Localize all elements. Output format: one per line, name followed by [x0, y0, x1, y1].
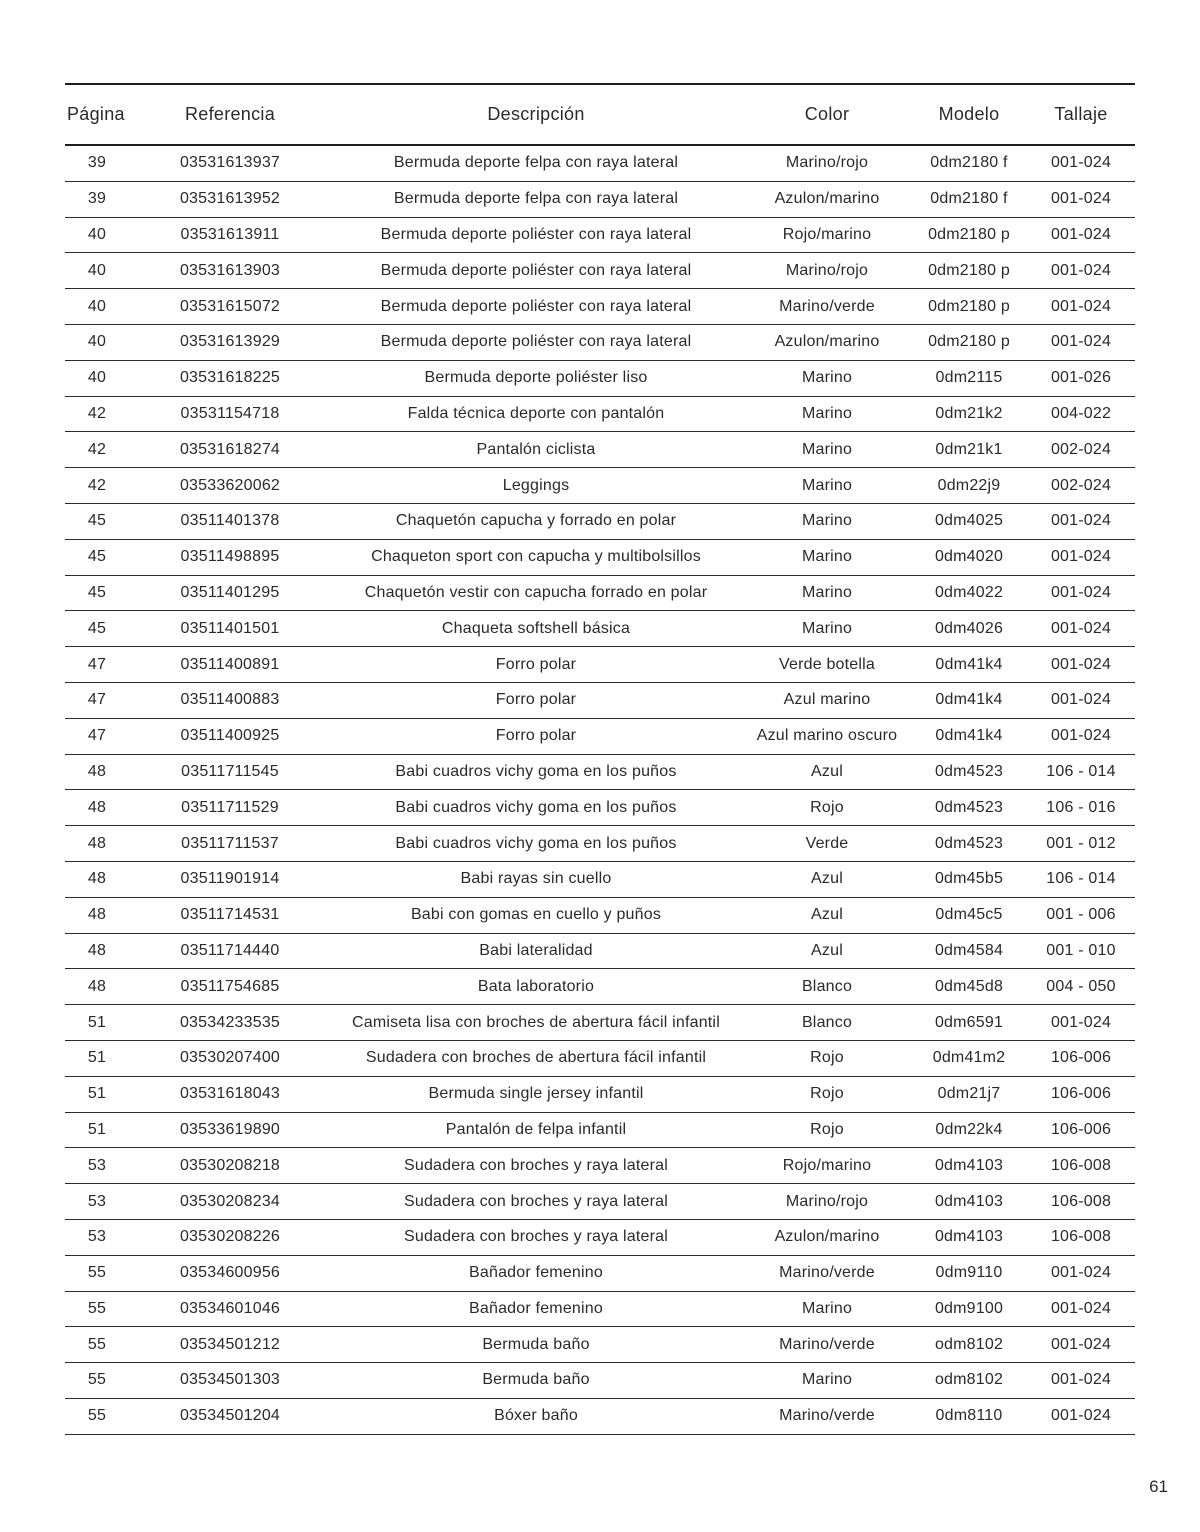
- cell-referencia: 03531613929: [179, 333, 281, 351]
- cell-tallaje: 001-024: [1050, 655, 1112, 673]
- cell-pagina: 51: [87, 1049, 107, 1067]
- cell-tallaje: 106-006: [1050, 1120, 1112, 1138]
- cell-tallaje: 001-024: [1050, 1371, 1112, 1389]
- cell-color: Marino: [801, 548, 853, 566]
- header-descripcion: Descripción: [487, 104, 585, 124]
- cell-descripcion: Camiseta lisa con broches de abertura fácil infantil: [352, 1013, 720, 1031]
- cell-referencia: 03530208226: [179, 1228, 281, 1246]
- cell-pagina: 55: [87, 1299, 107, 1317]
- cell-color: Marino/rojo: [785, 261, 869, 279]
- cell-color: Marino: [801, 369, 853, 387]
- cell-pagina: 48: [87, 798, 107, 816]
- table-row: [65, 1327, 1135, 1363]
- table-row: [65, 1184, 1135, 1220]
- cell-referencia: 03530207400: [179, 1049, 281, 1067]
- cell-tallaje: 001-024: [1050, 548, 1112, 566]
- cell-tallaje: 001-024: [1050, 261, 1112, 279]
- table-row: [65, 790, 1135, 826]
- cell-tallaje: 106-006: [1050, 1085, 1112, 1103]
- cell-modelo: 0dm6591: [934, 1013, 1004, 1031]
- cell-descripcion: Babi rayas sin cuello: [460, 870, 612, 888]
- cell-referencia: 03531615072: [179, 297, 281, 315]
- cell-referencia: 03511754685: [180, 977, 280, 995]
- cell-tallaje: 001-024: [1050, 225, 1112, 243]
- cell-referencia: 03511714531: [180, 906, 280, 924]
- table-row: [65, 611, 1135, 647]
- table-row: [65, 1112, 1135, 1148]
- cell-pagina: 45: [87, 512, 107, 530]
- cell-tallaje: 001-024: [1050, 1335, 1112, 1353]
- table-row: [65, 1255, 1135, 1291]
- table-row: [65, 1148, 1135, 1184]
- table-body: [65, 145, 1135, 1434]
- cell-referencia: 03531618274: [179, 440, 281, 458]
- table-row: [65, 969, 1135, 1005]
- cell-modelo: 0dm21k1: [935, 440, 1003, 458]
- cell-referencia: 03531618225: [179, 369, 281, 387]
- cell-descripcion: Bermuda deporte poliéster con raya lateral: [380, 261, 692, 279]
- cell-referencia: 03531613911: [180, 225, 280, 243]
- cell-tallaje: 002-024: [1050, 440, 1112, 458]
- cell-pagina: 48: [87, 906, 107, 924]
- cell-color: Rojo: [810, 1120, 844, 1138]
- cell-referencia: 03534501303: [179, 1371, 281, 1389]
- cell-pagina: 51: [87, 1120, 107, 1138]
- table-row: [65, 682, 1135, 718]
- cell-tallaje: 001-024: [1050, 154, 1112, 172]
- cell-color: Marino/rojo: [785, 1192, 869, 1210]
- cell-descripcion: Babi cuadros vichy goma en los puños: [395, 798, 677, 816]
- cell-color: Rojo/marino: [782, 1156, 872, 1174]
- cell-tallaje: 001-024: [1050, 1013, 1112, 1031]
- cell-color: Rojo: [810, 798, 844, 816]
- table-row: [65, 217, 1135, 253]
- table-row: [65, 145, 1135, 181]
- table-row: [65, 1040, 1135, 1076]
- cell-pagina: 48: [87, 977, 107, 995]
- cell-color: Verde botella: [778, 655, 875, 673]
- cell-referencia: 03534501212: [179, 1335, 281, 1353]
- cell-modelo: 0dm4022: [934, 583, 1004, 601]
- cell-descripcion: Bermuda single jersey infantil: [428, 1085, 644, 1103]
- header-modelo: Modelo: [938, 104, 1000, 124]
- table-row: [65, 396, 1135, 432]
- cell-color: Verde: [805, 834, 849, 852]
- cell-pagina: 48: [87, 870, 107, 888]
- cell-modelo: 0dm21k2: [935, 404, 1003, 422]
- cell-referencia: 03534233535: [179, 1013, 281, 1031]
- page-number: 61: [1149, 1477, 1168, 1496]
- cell-modelo: 0dm2115: [935, 369, 1003, 387]
- cell-descripcion: Sudadera con broches y raya lateral: [403, 1156, 669, 1174]
- cell-color: Marino/verde: [779, 1407, 875, 1425]
- cell-color: Marino: [801, 512, 853, 530]
- cell-color: Azul: [811, 870, 843, 888]
- cell-color: Blanco: [801, 1013, 853, 1031]
- cell-descripcion: Babi con gomas en cuello y puños: [410, 906, 662, 924]
- cell-descripcion: Bermuda deporte poliéster con raya lateral: [380, 225, 692, 243]
- table-row: [65, 933, 1135, 969]
- cell-referencia: 03511400891: [180, 655, 280, 673]
- cell-tallaje: 004-022: [1050, 404, 1112, 422]
- cell-descripcion: Bermuda deporte felpa con raya lateral: [393, 154, 679, 172]
- cell-modelo: 0dm2180 f: [930, 154, 1008, 172]
- cell-modelo: 0dm45c5: [935, 906, 1003, 924]
- cell-pagina: 45: [87, 548, 107, 566]
- cell-descripcion: Forro polar: [495, 691, 577, 709]
- cell-pagina: 40: [87, 369, 107, 387]
- cell-pagina: 51: [87, 1085, 107, 1103]
- cell-descripcion: Bermuda baño: [482, 1335, 590, 1353]
- cell-descripcion: Forro polar: [495, 727, 577, 745]
- cell-descripcion: Bermuda deporte poliéster con raya lateral: [380, 333, 692, 351]
- cell-modelo: 0dm9110: [935, 1264, 1003, 1282]
- cell-tallaje: 001-024: [1050, 512, 1112, 530]
- cell-color: Rojo: [810, 1085, 844, 1103]
- cell-modelo: 0dm4103: [934, 1228, 1004, 1246]
- cell-color: Marino: [801, 476, 853, 494]
- cell-tallaje: 001-024: [1050, 1299, 1112, 1317]
- cell-descripcion: Bañador femenino: [469, 1264, 603, 1282]
- cell-color: Marino: [801, 583, 853, 601]
- cell-color: Rojo/marino: [782, 225, 872, 243]
- cell-referencia: 03511400883: [180, 691, 280, 709]
- cell-descripcion: Bermuda baño: [482, 1371, 590, 1389]
- table-row: [65, 360, 1135, 396]
- table-row: [65, 754, 1135, 790]
- cell-color: Marino: [801, 1371, 853, 1389]
- cell-tallaje: 001-024: [1050, 727, 1112, 745]
- cell-descripcion: Chaqueton sport con capucha y multibolsillos: [371, 548, 701, 566]
- cell-pagina: 48: [87, 834, 107, 852]
- cell-descripcion: Falda técnica deporte con pantalón: [407, 404, 665, 422]
- cell-pagina: 45: [87, 583, 107, 601]
- cell-pagina: 55: [87, 1335, 107, 1353]
- cell-tallaje: 001-024: [1050, 691, 1112, 709]
- cell-referencia: 03534600956: [179, 1264, 281, 1282]
- table-row: [65, 1076, 1135, 1112]
- cell-color: Marino/verde: [779, 1264, 875, 1282]
- table-row: [65, 539, 1135, 575]
- cell-descripcion: Chaqueta softshell básica: [441, 619, 631, 637]
- cell-modelo: 0dm4025: [934, 512, 1004, 530]
- cell-pagina: 39: [87, 154, 107, 172]
- cell-pagina: 47: [87, 691, 107, 709]
- cell-pagina: 48: [87, 941, 107, 959]
- cell-modelo: 0dm2180 p: [928, 297, 1010, 315]
- cell-descripcion: Pantalón ciclista: [476, 440, 596, 458]
- table-row: [65, 826, 1135, 862]
- cell-tallaje: 106-008: [1050, 1228, 1112, 1246]
- table-row: [65, 897, 1135, 933]
- cell-descripcion: Bermuda deporte poliéster con raya lateral: [380, 297, 692, 315]
- cell-descripcion: Leggings: [502, 476, 570, 494]
- cell-descripcion: Bermuda deporte poliéster liso: [424, 369, 648, 387]
- cell-descripcion: Sudadera con broches y raya lateral: [403, 1228, 669, 1246]
- cell-pagina: 42: [87, 404, 107, 422]
- table-header: [65, 84, 1135, 145]
- cell-pagina: 40: [87, 261, 107, 279]
- cell-color: Azul marino: [783, 691, 871, 709]
- cell-tallaje: 001 - 010: [1046, 941, 1116, 959]
- cell-descripcion: Pantalón de felpa infantil: [445, 1120, 627, 1138]
- cell-color: Marino: [801, 619, 853, 637]
- cell-referencia: 03511711529: [181, 798, 279, 816]
- cell-pagina: 40: [87, 297, 107, 315]
- cell-color: Marino/verde: [779, 1335, 875, 1353]
- cell-pagina: 53: [87, 1192, 107, 1210]
- header-pagina: Página: [67, 104, 125, 124]
- cell-pagina: 53: [87, 1228, 107, 1246]
- cell-modelo: 0dm8110: [935, 1407, 1003, 1425]
- table-row: [65, 1291, 1135, 1327]
- cell-referencia: 03511401501: [180, 619, 280, 637]
- cell-tallaje: 001-024: [1050, 583, 1112, 601]
- cell-referencia: 03531154718: [180, 404, 280, 422]
- cell-color: Marino/verde: [779, 297, 875, 315]
- cell-referencia: 03511901914: [180, 870, 280, 888]
- cell-tallaje: 001-024: [1050, 619, 1112, 637]
- cell-descripcion: Bermuda deporte felpa con raya lateral: [393, 190, 679, 208]
- product-table: [65, 83, 1135, 1435]
- header-color: Color: [804, 104, 850, 124]
- cell-color: Marino: [801, 1299, 853, 1317]
- table-row: [65, 1363, 1135, 1399]
- cell-tallaje: 001-024: [1050, 1264, 1112, 1282]
- cell-modelo: 0dm4103: [934, 1156, 1004, 1174]
- cell-referencia: 03531613937: [179, 154, 281, 172]
- cell-color: Azul: [811, 941, 843, 959]
- cell-tallaje: 004 - 050: [1046, 977, 1116, 995]
- cell-pagina: 55: [87, 1407, 107, 1425]
- cell-descripcion: Babi cuadros vichy goma en los puños: [395, 762, 677, 780]
- cell-referencia: 03530208234: [179, 1192, 281, 1210]
- cell-color: Azul marino oscuro: [756, 727, 898, 745]
- cell-pagina: 51: [87, 1013, 107, 1031]
- cell-referencia: 03530208218: [179, 1156, 281, 1174]
- cell-referencia: 03511400925: [180, 727, 280, 745]
- cell-tallaje: 001 - 006: [1046, 906, 1116, 924]
- cell-descripcion: Babi lateralidad: [479, 941, 593, 959]
- cell-referencia: 03511401378: [180, 512, 280, 530]
- cell-referencia: 03511711537: [181, 834, 279, 852]
- cell-color: Blanco: [801, 977, 853, 995]
- cell-color: Azulon/marino: [774, 333, 880, 351]
- cell-descripcion: Sudadera con broches de abertura fácil infantil: [365, 1049, 707, 1067]
- cell-pagina: 53: [87, 1156, 107, 1174]
- cell-modelo: 0dm22j9: [937, 476, 1001, 494]
- cell-modelo: 0dm2180 p: [928, 333, 1010, 351]
- cell-pagina: 42: [87, 440, 107, 458]
- cell-modelo: 0dm4523: [934, 798, 1004, 816]
- cell-modelo: 0dm41k4: [935, 727, 1003, 745]
- table-row: [65, 503, 1135, 539]
- cell-referencia: 03531613952: [179, 190, 281, 208]
- cell-pagina: 45: [87, 619, 107, 637]
- cell-tallaje: 001-026: [1050, 369, 1112, 387]
- cell-pagina: 40: [87, 225, 107, 243]
- cell-color: Marino/rojo: [785, 154, 869, 172]
- cell-pagina: 40: [87, 333, 107, 351]
- table-row: [65, 718, 1135, 754]
- cell-referencia: 03511498895: [180, 548, 280, 566]
- cell-tallaje: 001-024: [1050, 333, 1112, 351]
- cell-tallaje: 001 - 012: [1046, 834, 1116, 852]
- cell-tallaje: 106 - 014: [1046, 762, 1116, 780]
- cell-descripcion: Bóxer baño: [494, 1407, 578, 1425]
- cell-color: Azul: [811, 906, 843, 924]
- cell-color: Rojo: [810, 1049, 844, 1067]
- table-row: [65, 468, 1135, 504]
- cell-modelo: 0dm4103: [934, 1192, 1004, 1210]
- table-row: [65, 181, 1135, 217]
- cell-modelo: 0dm4026: [934, 619, 1004, 637]
- cell-modelo: 0dm4523: [934, 762, 1004, 780]
- table-row: [65, 1005, 1135, 1041]
- cell-descripcion: Chaquetón capucha y forrado en polar: [395, 512, 677, 530]
- header-row: [65, 84, 1135, 145]
- cell-pagina: 47: [87, 655, 107, 673]
- cell-tallaje: 001-024: [1050, 1407, 1112, 1425]
- cell-modelo: 0dm2180 p: [928, 261, 1010, 279]
- table-row: [65, 432, 1135, 468]
- cell-tallaje: 001-024: [1050, 297, 1112, 315]
- cell-referencia: 03534601046: [179, 1299, 281, 1317]
- table-row: [65, 289, 1135, 325]
- cell-tallaje: 106-008: [1050, 1156, 1112, 1174]
- cell-color: Azulon/marino: [774, 1228, 880, 1246]
- cell-referencia: 03531613903: [179, 261, 281, 279]
- table-row: [65, 1398, 1135, 1434]
- cell-color: Azulon/marino: [774, 190, 880, 208]
- cell-modelo: 0dm2180 p: [928, 225, 1010, 243]
- cell-descripcion: Bañador femenino: [469, 1299, 603, 1317]
- cell-tallaje: 106-008: [1050, 1192, 1112, 1210]
- cell-descripcion: Chaquetón vestir con capucha forrado en polar: [364, 583, 708, 601]
- cell-descripcion: Forro polar: [495, 655, 577, 673]
- cell-descripcion: Babi cuadros vichy goma en los puños: [395, 834, 677, 852]
- cell-pagina: 48: [87, 762, 107, 780]
- cell-modelo: 0dm41k4: [935, 691, 1003, 709]
- cell-modelo: 0dm4523: [934, 834, 1004, 852]
- cell-modelo: 0dm9100: [934, 1299, 1004, 1317]
- table-row: [65, 647, 1135, 683]
- cell-pagina: 47: [87, 727, 107, 745]
- cell-modelo: 0dm2180 f: [930, 190, 1008, 208]
- cell-pagina: 39: [87, 190, 107, 208]
- cell-modelo: odm8102: [934, 1371, 1004, 1389]
- product-table-container: [65, 83, 1135, 1435]
- cell-color: Marino: [801, 440, 853, 458]
- cell-referencia: 03511711545: [181, 762, 279, 780]
- cell-modelo: 0dm4020: [934, 548, 1004, 566]
- cell-referencia: 03531618043: [179, 1085, 281, 1103]
- cell-modelo: 0dm45b5: [934, 870, 1004, 888]
- cell-referencia: 03533619890: [179, 1120, 281, 1138]
- table-row: [65, 253, 1135, 289]
- cell-descripcion: Bata laboratorio: [477, 977, 595, 995]
- header-tallaje: Tallaje: [1054, 104, 1108, 124]
- table-row: [65, 324, 1135, 360]
- cell-tallaje: 106 - 014: [1046, 870, 1116, 888]
- cell-modelo: 0dm45d8: [934, 977, 1004, 995]
- cell-color: Azul: [811, 762, 843, 780]
- cell-modelo: 0dm22k4: [935, 1120, 1003, 1138]
- cell-tallaje: 002-024: [1050, 476, 1112, 494]
- cell-tallaje: 001-024: [1050, 190, 1112, 208]
- cell-color: Marino: [801, 404, 853, 422]
- cell-tallaje: 106 - 016: [1046, 798, 1116, 816]
- cell-referencia: 03511401295: [180, 583, 280, 601]
- table-row: [65, 1219, 1135, 1255]
- cell-pagina: 55: [87, 1371, 107, 1389]
- table-row: [65, 861, 1135, 897]
- header-referencia: Referencia: [184, 104, 276, 124]
- cell-modelo: odm8102: [934, 1335, 1004, 1353]
- cell-referencia: 03511714440: [180, 941, 280, 959]
- cell-modelo: 0dm21j7: [937, 1085, 1001, 1103]
- cell-modelo: 0dm4584: [934, 941, 1004, 959]
- cell-tallaje: 106-006: [1050, 1049, 1112, 1067]
- cell-descripcion: Sudadera con broches y raya lateral: [403, 1192, 669, 1210]
- cell-modelo: 0dm41k4: [935, 655, 1003, 673]
- cell-modelo: 0dm41m2: [932, 1049, 1006, 1067]
- cell-referencia: 03533620062: [179, 476, 281, 494]
- table-row: [65, 575, 1135, 611]
- cell-pagina: 42: [87, 476, 107, 494]
- cell-referencia: 03534501204: [179, 1407, 281, 1425]
- cell-pagina: 55: [87, 1264, 107, 1282]
